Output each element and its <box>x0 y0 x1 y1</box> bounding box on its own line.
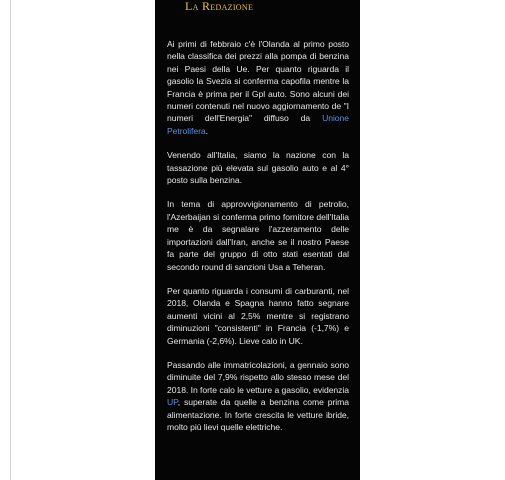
paragraph-5-text-end: , superate da quelle a benzina come prima alimentazione. In forte crescita le vetture ibride, molto più lievi quelle elettriche. <box>167 397 349 432</box>
article-title: La Redazione <box>185 0 254 13</box>
paragraph-1-text-end: . <box>205 125 208 136</box>
article-panel <box>155 0 360 480</box>
article-body <box>167 38 349 445</box>
page-edge-divider <box>10 0 11 480</box>
paragraph-1-text: Ai primi di febbraio c'è l'Olanda al primo posto nella classifica dei prezzi alla pompa di benzina nei Paesi della Ue. Per quanto riguarda il gasolio la Svezia si conferma capofila mentre la Francia è prima per il Gpl auto. Sono alcuni dei numeri contenuti nel nuovo aggiornamento de "I numeri dell'Energia" diffuso da <box>167 39 349 124</box>
up-link[interactable]: UP <box>167 397 178 408</box>
unione-petrolifera-link[interactable]: Unione Petrolifera <box>167 113 349 136</box>
paragraph-5-text: Passando alle immatricolazioni, a gennaio sono diminuite del 7,9% rispetto allo stesso mese del 2018. In forte calo le vetture a gasolio, evidenzia <box>167 359 349 395</box>
article-paragraph-4: Per quanto riguarda i consumi di carburanti, nel 2018, Olanda e Spagna hanno fatto segnare aumenti vicini al 2,5% mentre si registrano diminuzioni "consistenti" in Francia (-1,7%) e Germania (-2,6%). Lieve calo in UK. <box>167 285 349 346</box>
article-paragraph-5 <box>167 359 349 433</box>
article-paragraph-1 <box>167 38 349 137</box>
article-paragraph-3: In tema di approvvigionamento di petrolio, l'Azerbaijan si conferma primo fornitore dell'Italia me è da segnalare l'azzeramento delle importazioni dall'Iran, anche se il nostro Paese fa parte del gruppo di otto stati esentati dal secondo round di sanzioni Usa a Teheran. <box>167 199 349 272</box>
article-paragraph-2: Venendo all'Italia, siamo la nazione con la tassazione più elevata sul gasolio auto e al 4° posto sulla benzina. <box>167 150 349 186</box>
